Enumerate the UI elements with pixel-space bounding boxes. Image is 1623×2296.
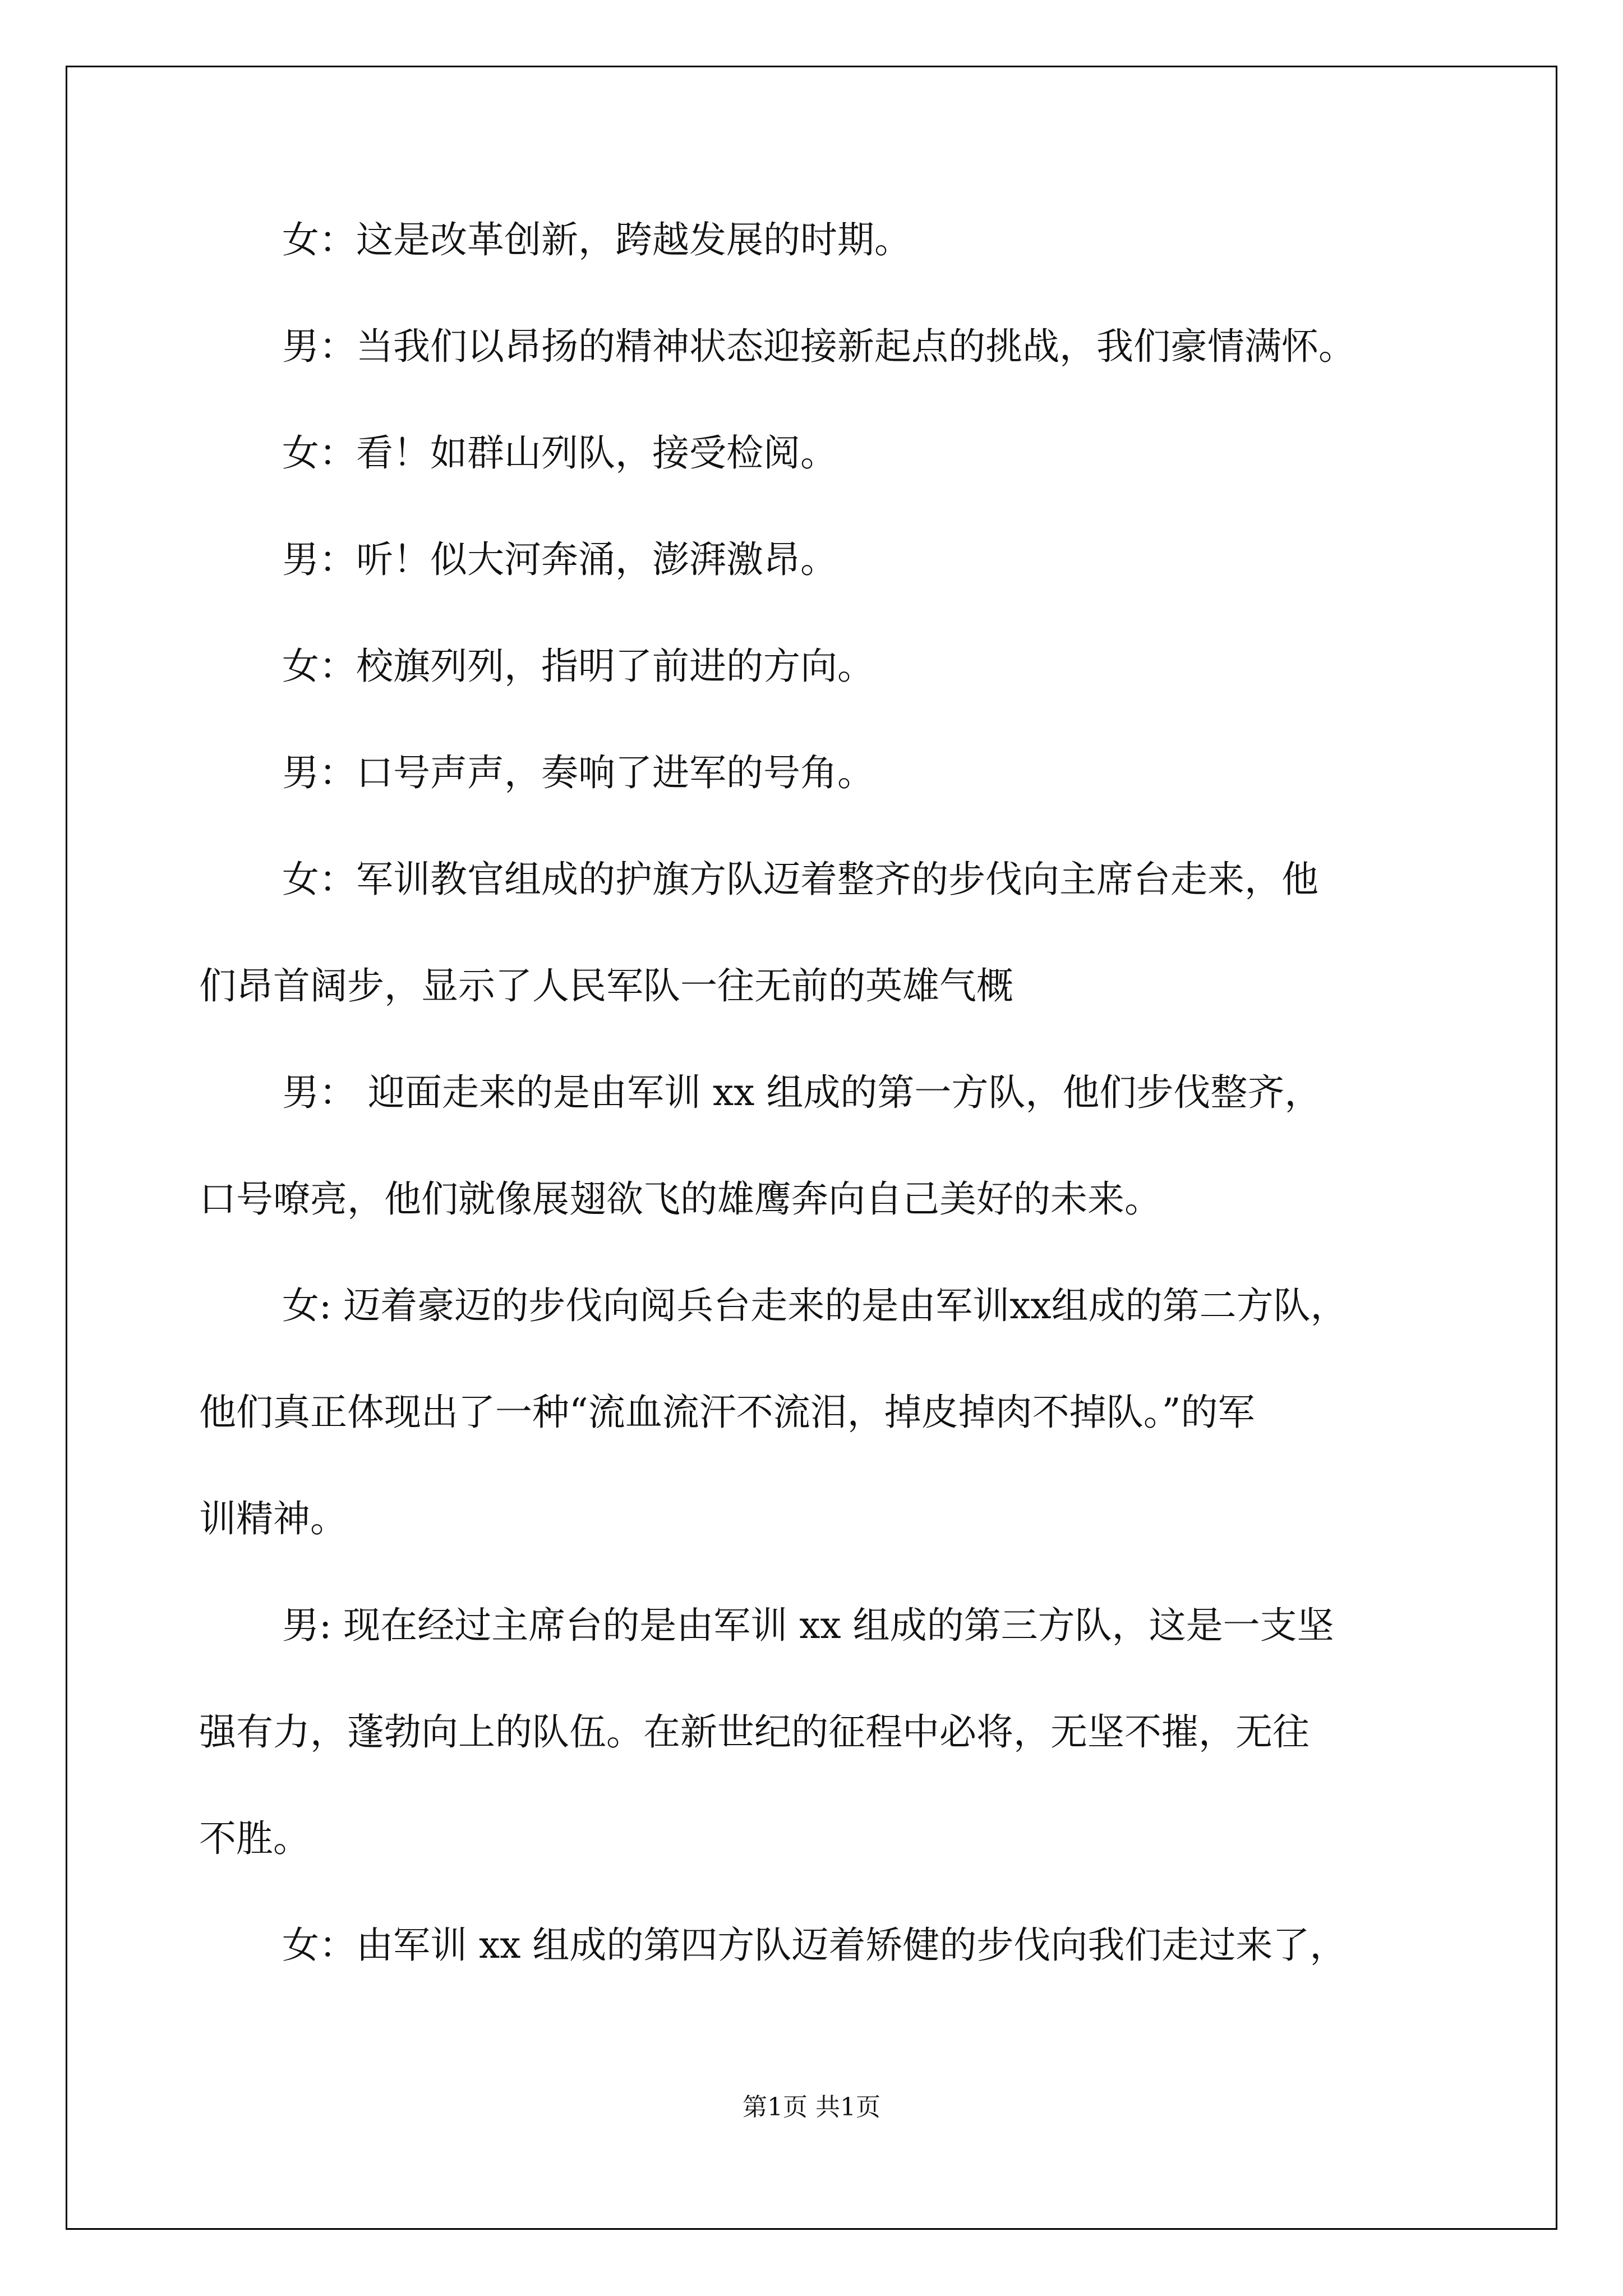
paragraph-line: 口号嘹亮，他们就像展翅欲飞的雄鹰奔向自己美好的未来。	[199, 1177, 1161, 1221]
paragraph-line: 训精神。	[199, 1497, 347, 1540]
page-number-footer: 第1页 共1页	[743, 2093, 880, 2122]
paragraph-line: 女: 迈着豪迈的步伐向阅兵台走来的是由军训xx组成的第二方队，	[282, 1284, 1348, 1327]
paragraph-line: 女：由军训 xx 组成的第四方队迈着矫健的步伐向我们走过来了，	[282, 1924, 1347, 1967]
paragraph-line: 男：口号声声，奏响了进军的号角。	[282, 751, 874, 794]
paragraph-line: 女：看！如群山列队，接受检阅。	[282, 431, 837, 475]
paragraph-line: 不胜。	[199, 1817, 310, 1860]
paragraph-line: 女：军训教官组成的护旗方队迈着整齐的步伐向主席台走来，他	[282, 858, 1318, 901]
paragraph-line: 男： 迎面走来的是由军训 xx 组成的第一方队，他们步伐整齐，	[282, 1071, 1322, 1114]
paragraph-line: 他们真正体现出了一种“流血流汗不流泪，掉皮掉肉不掉队。”的军	[199, 1391, 1255, 1434]
paragraph-line: 女：这是改革创新，跨越发展的时期。	[282, 218, 911, 261]
paragraph-line: 男：听！似大河奔涌，澎湃激昂。	[282, 538, 837, 581]
paragraph-line: 男：当我们以昂扬的精神状态迎接新起点的挑战，我们豪情满怀。	[282, 325, 1355, 368]
document-body	[199, 218, 1433, 2033]
paragraph-line: 女：校旗列列，指明了前进的方向。	[282, 645, 874, 688]
paragraph-line: 强有力，蓬勃向上的队伍。在新世纪的征程中必将，无坚不摧，无往	[199, 1710, 1310, 1754]
paragraph-line: 们昂首阔步，显示了人民军队一往无前的英雄气概	[199, 964, 1013, 1007]
paragraph-line: 男: 现在经过主席台的是由军训 xx 组成的第三方队，这是一支坚	[282, 1604, 1334, 1647]
